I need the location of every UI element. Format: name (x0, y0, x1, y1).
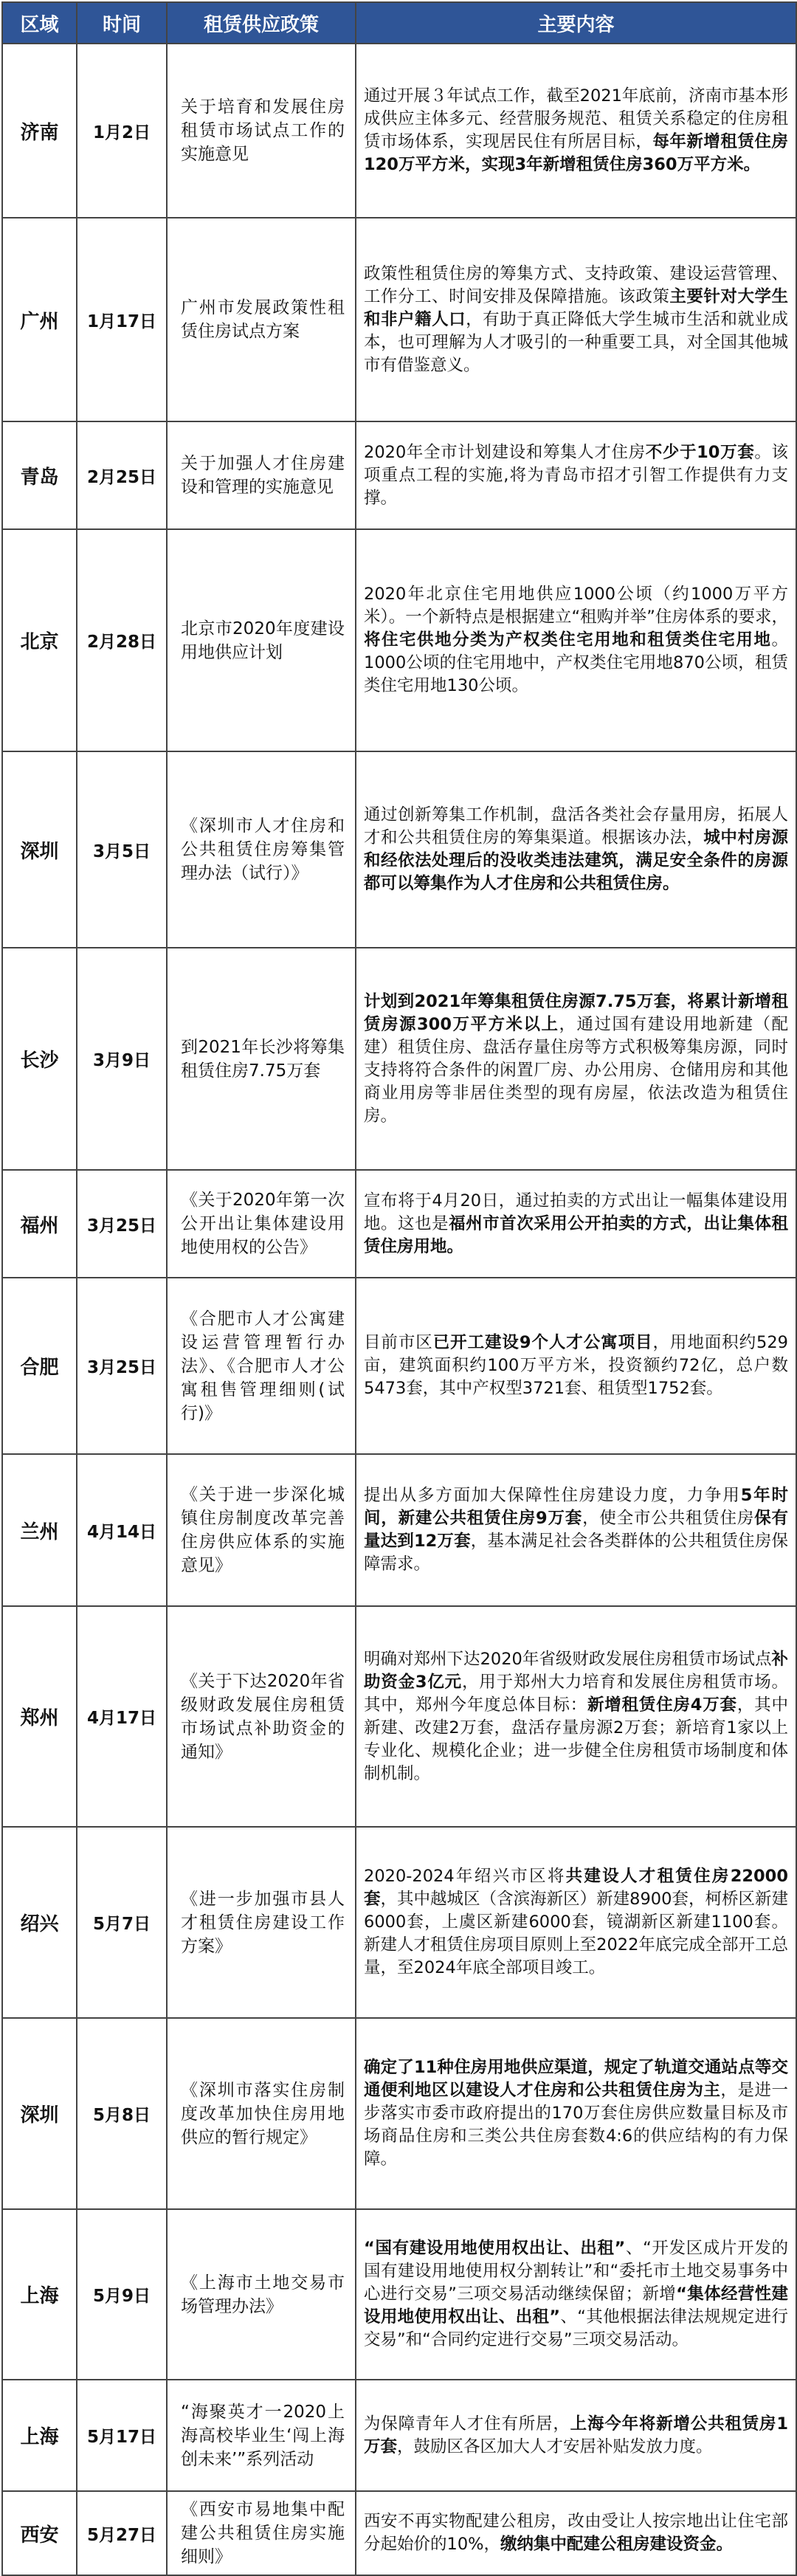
region-cell: 济南 (2, 44, 77, 218)
content-highlight: 缴纳集中配建公租房建设资金。 (500, 2535, 734, 2554)
content-text: 西安不再实物配建公租房，改由受让人按宗地出让住宅部分起始价的10%， (364, 2512, 788, 2554)
header-content: 主要内容 (356, 2, 796, 44)
content-highlight: 补助资金3亿元 (364, 1649, 788, 1692)
date-cell: 1月17日 (77, 218, 167, 421)
table-row (2, 2491, 796, 2575)
content-highlight: 计划到2021年筹集租赁住房源7.75万套，将累计新增租赁房源300万平方米以上 (364, 991, 788, 1034)
content-text: ，其中越城区（含滨海新区）新建8900套，柯桥区新建6000套，上虞区新建6000套，镜湖新区新建1100套。新建人才租赁住房项目原则上至2022年底完成全部开工总量，至2024年底全部项目竣工。 (364, 1890, 788, 1977)
policy-cell: 《关于2020年第一次公开出让集体建设用地使用权的公告》 (167, 1170, 356, 1278)
content-text: ，用地面积约529亩，建筑面积约100万平方米，投资额约72亿，总户数5473套，其中产权型3721套、租赁型1752套。 (364, 1333, 788, 1398)
content-cell (356, 2380, 796, 2491)
content-cell (356, 421, 796, 529)
content-highlight: “集体经营性建设用地使用权出让、出租” (364, 2284, 788, 2327)
content-cell (356, 529, 796, 751)
content-highlight: 每年新增租赁住房120万平方米，实现3年新增租赁住房360万平方米。 (364, 132, 788, 174)
content-highlight: 确定了11种住房用地供应渠道，规定了轨道交通站点等交通便利地区以建设人才住房和公共租赁住房为主 (364, 2058, 788, 2100)
table-row (2, 2209, 796, 2380)
content-cell (356, 2491, 796, 2575)
content-text: ，通过国有建设用地新建（配建）租赁住房、盘活存量住房等方式积极筹集房源，同时支持将符合条件的闲置厂房、办公用房、仓储用房和其他商业用房等非居住类型的现有房屋，依法改造为租赁住房。 (364, 1014, 788, 1126)
region-cell: 西安 (2, 2491, 77, 2575)
content-cell (356, 751, 796, 948)
policy-cell: 《关于下达2020年省级财政发展住房租赁市场试点补助资金的通知》 (167, 1606, 356, 1827)
date-cell: 5月27日 (77, 2491, 167, 2575)
date-cell: 3月9日 (77, 948, 167, 1170)
content-highlight: 主要针对大学生和非户籍人口 (364, 286, 788, 329)
content-text: ，鼓励区各区加大人才安居补贴发放力度。 (397, 2436, 713, 2456)
table-row (2, 529, 796, 751)
policy-cell: 《深圳市人才住房和公共租赁住房筹集管理办法（试行）》 (167, 751, 356, 948)
content-highlight: 城中村房源和经依法处理后的没收类违法建筑，满足安全条件的房源都可以筹集作为人才住房和公共租赁住房。 (364, 828, 788, 893)
region-cell: 北京 (2, 529, 77, 751)
policy-cell: 《上海市土地交易市场管理办法》 (167, 2209, 356, 2380)
date-cell: 3月25日 (77, 1170, 167, 1278)
content-text: ，其中新建、改建2万套，盘活存量房源2万套；新培育1家以上专业化、规模化企业；进一步健全住房租赁市场制度和体制机制。 (364, 1695, 788, 1783)
content-cell (356, 948, 796, 1170)
region-cell: 兰州 (2, 1454, 77, 1606)
date-cell: 4月14日 (77, 1454, 167, 1606)
table-row (2, 1606, 796, 1827)
content-text: 、“其他根据法律法规规定进行交易”和“合同约定进行交易”三项交易活动。 (364, 2307, 788, 2349)
region-cell: 绍兴 (2, 1827, 77, 2018)
date-cell: 2月25日 (77, 421, 167, 529)
policy-cell: 《进一步加强市县人才租赁住房建设工作方案》 (167, 1827, 356, 2018)
date-cell: 3月25日 (77, 1278, 167, 1454)
content-text: 明确对郑州下达2020年省级财政发展住房租赁市场试点 (364, 1649, 772, 1669)
content-highlight: 已开工建设9个人才公寓项目 (432, 1333, 653, 1352)
content-text: 2020-2024年绍兴市区将 (364, 1867, 566, 1886)
content-text: 宣布将于4月20日，通过拍卖的方式出让一幅集体建设用地。这也是 (364, 1191, 788, 1233)
policy-cell: 《西安市易地集中配建公共租赁住房实施细则》 (167, 2491, 356, 2575)
content-text: 2020年全市计划建设和筹集人才住房 (364, 442, 646, 462)
date-cell: 3月5日 (77, 751, 167, 948)
region-cell: 郑州 (2, 1606, 77, 1827)
content-cell (356, 1454, 796, 1606)
content-text: 、“开发区成片开发的国有建设用地使用权分割转让”和“委托市土地交易事务中心进行交易”三项交易活动继续保留；新增 (364, 2239, 788, 2304)
policy-cell: 广州市发展政策性租赁住房试点方案 (167, 218, 356, 421)
content-highlight: 不少于10万套 (645, 442, 755, 462)
policy-cell: 《深圳市落实住房制度改革加快住房用地供应的暂行规定》 (167, 2018, 356, 2209)
date-cell: 2月28日 (77, 529, 167, 751)
content-highlight: 共建设人才租赁住房22000套 (364, 1867, 788, 1909)
content-text: 为保障青年人才住有所居， (364, 2414, 570, 2434)
content-text: 政策性租赁住房的筹集方式、支持政策、建设运营管理、工作分工、时间安排及保障措施。该政策 (364, 264, 788, 306)
content-cell (356, 218, 796, 421)
table-row (2, 948, 796, 1170)
header-policy: 租赁供应政策 (167, 2, 356, 44)
content-highlight: 上海今年将新增公共租赁房1万套 (364, 2414, 788, 2456)
content-text: ，用于郑州大力培育和发展住房租赁市场。其中，郑州今年度总体目标： (364, 1672, 788, 1715)
content-cell (356, 1170, 796, 1278)
table-row (2, 2380, 796, 2491)
content-text: 通过开展３年试点工作，截至2021年底前，济南市基本形成供应主体多元、经营服务规范、租赁关系稳定的住房租赁市场体系，实现居民住有所居目标， (364, 86, 788, 151)
policy-cell: 关于加强人才住房建设和管理的实施意见 (167, 421, 356, 529)
date-cell: 1月2日 (77, 44, 167, 218)
content-highlight: 新增租赁住房4万套 (587, 1695, 737, 1715)
region-cell: 福州 (2, 1170, 77, 1278)
table-header-row (2, 2, 796, 44)
content-cell (356, 2209, 796, 2380)
content-text: 提出从多方面加大保障性住房建设力度，力争用 (364, 1486, 741, 1505)
content-cell (356, 44, 796, 218)
content-highlight: 将住宅供地分类为产权类住宅用地和租赁类住宅用地 (364, 630, 772, 650)
policy-cell: 《关于进一步深化城镇住房制度改革完善住房供应体系的实施意见》 (167, 1454, 356, 1606)
content-cell (356, 1827, 796, 2018)
region-cell: 青岛 (2, 421, 77, 529)
table-row (2, 1454, 796, 1606)
header-region: 区域 (2, 2, 77, 44)
header-date: 时间 (77, 2, 167, 44)
region-cell: 长沙 (2, 948, 77, 1170)
policy-cell: “海聚英才一2020上海高校毕业生‘闯上海 创未来’”系列活动 (167, 2380, 356, 2491)
content-text: ，是进一步落实市委市政府提出的170万套住房供应数量目标及市场商品住房和三类公共住房套数4:6的供应结构的有力保障。 (364, 2081, 788, 2169)
table-row (2, 2018, 796, 2209)
policy-cell: 关于培育和发展住房租赁市场试点工作的实施意见 (167, 44, 356, 218)
content-text: 。1000公顷的住宅用地中，产权类住宅用地870公顷，租赁类住宅用地130公顷。 (364, 630, 788, 695)
content-text: 通过创新筹集工作机制，盘活各类社会存量用房，拓展人才和公共租赁住房的筹集渠道。根据该办法， (364, 805, 788, 847)
date-cell: 5月17日 (77, 2380, 167, 2491)
content-highlight: 保有量达到12万套 (364, 1509, 788, 1551)
content-cell (356, 2018, 796, 2209)
region-cell: 上海 (2, 2380, 77, 2491)
date-cell: 5月7日 (77, 1827, 167, 2018)
region-cell: 合肥 (2, 1278, 77, 1454)
content-text: ，基本满足社会各类群体的公共租赁住房保障需求。 (364, 1532, 788, 1574)
date-cell: 5月8日 (77, 2018, 167, 2209)
table-row (2, 421, 796, 529)
policy-cell: 《合肥市人才公寓建设运营管理暂行办法》、《合肥市人才公寓租售管理细则(试行)》 (167, 1278, 356, 1454)
region-cell: 深圳 (2, 751, 77, 948)
content-cell (356, 1606, 796, 1827)
region-cell: 广州 (2, 218, 77, 421)
content-text: ，有助于真正降低大学生城市生活和就业成本，也可理解为人才吸引的一种重要工具，对全国其他城市有借鉴意义。 (364, 309, 788, 375)
content-text: 2020年北京住宅用地供应1000公顷（约1000万平方米）。一个新特点是根据建立“租购并举”住房体系的要求， (364, 585, 788, 627)
date-cell: 4月17日 (77, 1606, 167, 1827)
content-text: 目前市区 (364, 1333, 433, 1352)
content-highlight: “国有建设用地使用权出让、出租” (364, 2239, 626, 2258)
region-cell: 上海 (2, 2209, 77, 2380)
content-cell (356, 1278, 796, 1454)
table-row (2, 218, 796, 421)
table-row (2, 1278, 796, 1454)
content-highlight: 5年时间，新建公共租赁住房9万套 (364, 1486, 788, 1528)
content-highlight: 福州市首次采用公开拍卖的方式，出让集体租赁住房用地。 (364, 1213, 788, 1256)
content-text: 。该项重点工程的实施,将为青岛市招才引智工作提供有力支撑。 (364, 442, 788, 508)
content-text: ，使全市公共租赁住房 (582, 1509, 755, 1528)
date-cell: 5月9日 (77, 2209, 167, 2380)
policy-cell: 北京市2020年度建设用地供应计划 (167, 529, 356, 751)
table-row (2, 751, 796, 948)
table-row (2, 44, 796, 218)
policy-table (1, 1, 797, 2576)
table-row (2, 1170, 796, 1278)
table-row (2, 1827, 796, 2018)
policy-cell: 到2021年长沙将筹集租赁住房7.75万套 (167, 948, 356, 1170)
region-cell: 深圳 (2, 2018, 77, 2209)
